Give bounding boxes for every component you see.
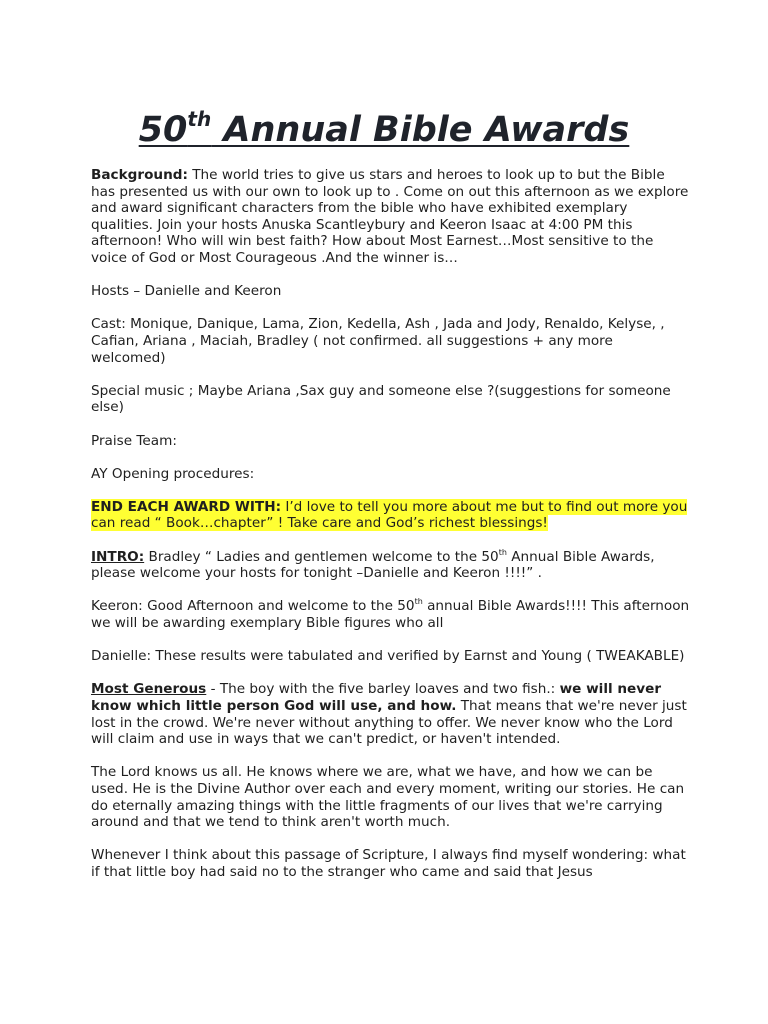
intro-text-before: Bradley “ Ladies and gentlemen welcome to the 50 [144, 548, 499, 565]
background-text: The world tries to give us stars and heroes to look up to but the Bible has presented us with our own to look up to . Come on out this afternoon as we explore and award significant characters from the bible who have exhibited exemplary qualities. Join your hosts Anuska Scantleybury and Keeron Isaac at 4:00 PM this afternoon! Who will win best faith? How about Most Earnest…Most sensitive to the voice of God or Most Courageous .And the winner is… [91, 167, 689, 266]
intro-paragraph [91, 549, 691, 582]
end-each-award-text: I’d love to tell you more about me but to find out more you can read “ Book…chapter” ! Take care and God’s richest blessings! [91, 498, 688, 532]
intro-suffix: th [498, 547, 507, 557]
title-text: Annual Bible Awards [211, 110, 630, 150]
document-body [91, 167, 691, 897]
cast-paragraph: Cast: Monique, Danique, Lama, Zion, Kedella, Ash , Jada and Jody, Renaldo, Kelyse, , Cafian, Ariana , Maciah, Bradley ( not confirmed. all suggestions + any more welcomed) [91, 316, 665, 366]
intro-label: INTRO: [91, 548, 145, 565]
whenever-paragraph: Whenever I think about this passage of Scripture, I always find myself wondering: what if that little boy had said no to the stranger who came and said that Jesus [91, 847, 686, 880]
most-generous-bold-text: we will never know which little person God will use, and how. [91, 681, 662, 714]
keeron-text-before: Keeron: Good Afternoon and welcome to the 50 [91, 598, 415, 615]
most-generous-label: Most Generous [91, 681, 207, 698]
end-each-award-paragraph [91, 499, 691, 532]
keeron-paragraph [91, 598, 691, 631]
keeron-text-after: annual Bible Awards!!!! This afternoon we will be awarding exemplary Bible figures who all [91, 598, 690, 632]
intro-text-after: Annual Bible Awards, please welcome your hosts for tonight –Danielle and Keeron !!!!” . [91, 548, 655, 582]
page-title [0, 108, 768, 152]
lord-paragraph: The Lord knows us all. He knows where we are, what we have, and how we can be used. He is the Divine Author over each and every moment, writing our stories. He can do eternally amazing things with the little fragments of our lives that we're carrying around and that we tend to think aren't worth much. [91, 764, 685, 831]
most-generous-text-after: That means that we're never just lost in the crowd. We're never without anything to offer. We never know who the Lord will claim and use in ways that we can't predict, or haven't intended. [91, 698, 687, 748]
danielle-paragraph: Danielle: These results were tabulated and verified by Earnst and Young ( TWEAKABLE) [91, 648, 685, 665]
background-label: Background: [91, 167, 188, 183]
keeron-suffix: th [414, 597, 423, 607]
title-ordinal-number: 50 [138, 110, 188, 150]
end-each-award-label: END EACH AWARD WITH: [91, 498, 282, 515]
most-generous-text-before: - The boy with the five barley loaves and two fish.: [206, 681, 560, 698]
title-ordinal-suffix: th [187, 107, 212, 131]
background-paragraph [91, 167, 691, 267]
most-generous-paragraph [91, 681, 691, 747]
praise-team-line: Praise Team: [91, 432, 177, 449]
special-music-paragraph: Special music ; Maybe Ariana ,Sax guy and someone else ?(suggestions for someone else) [91, 382, 671, 416]
ay-opening-line: AY Opening procedures: [91, 465, 255, 482]
hosts-line: Hosts – Danielle and Keeron [91, 283, 282, 300]
